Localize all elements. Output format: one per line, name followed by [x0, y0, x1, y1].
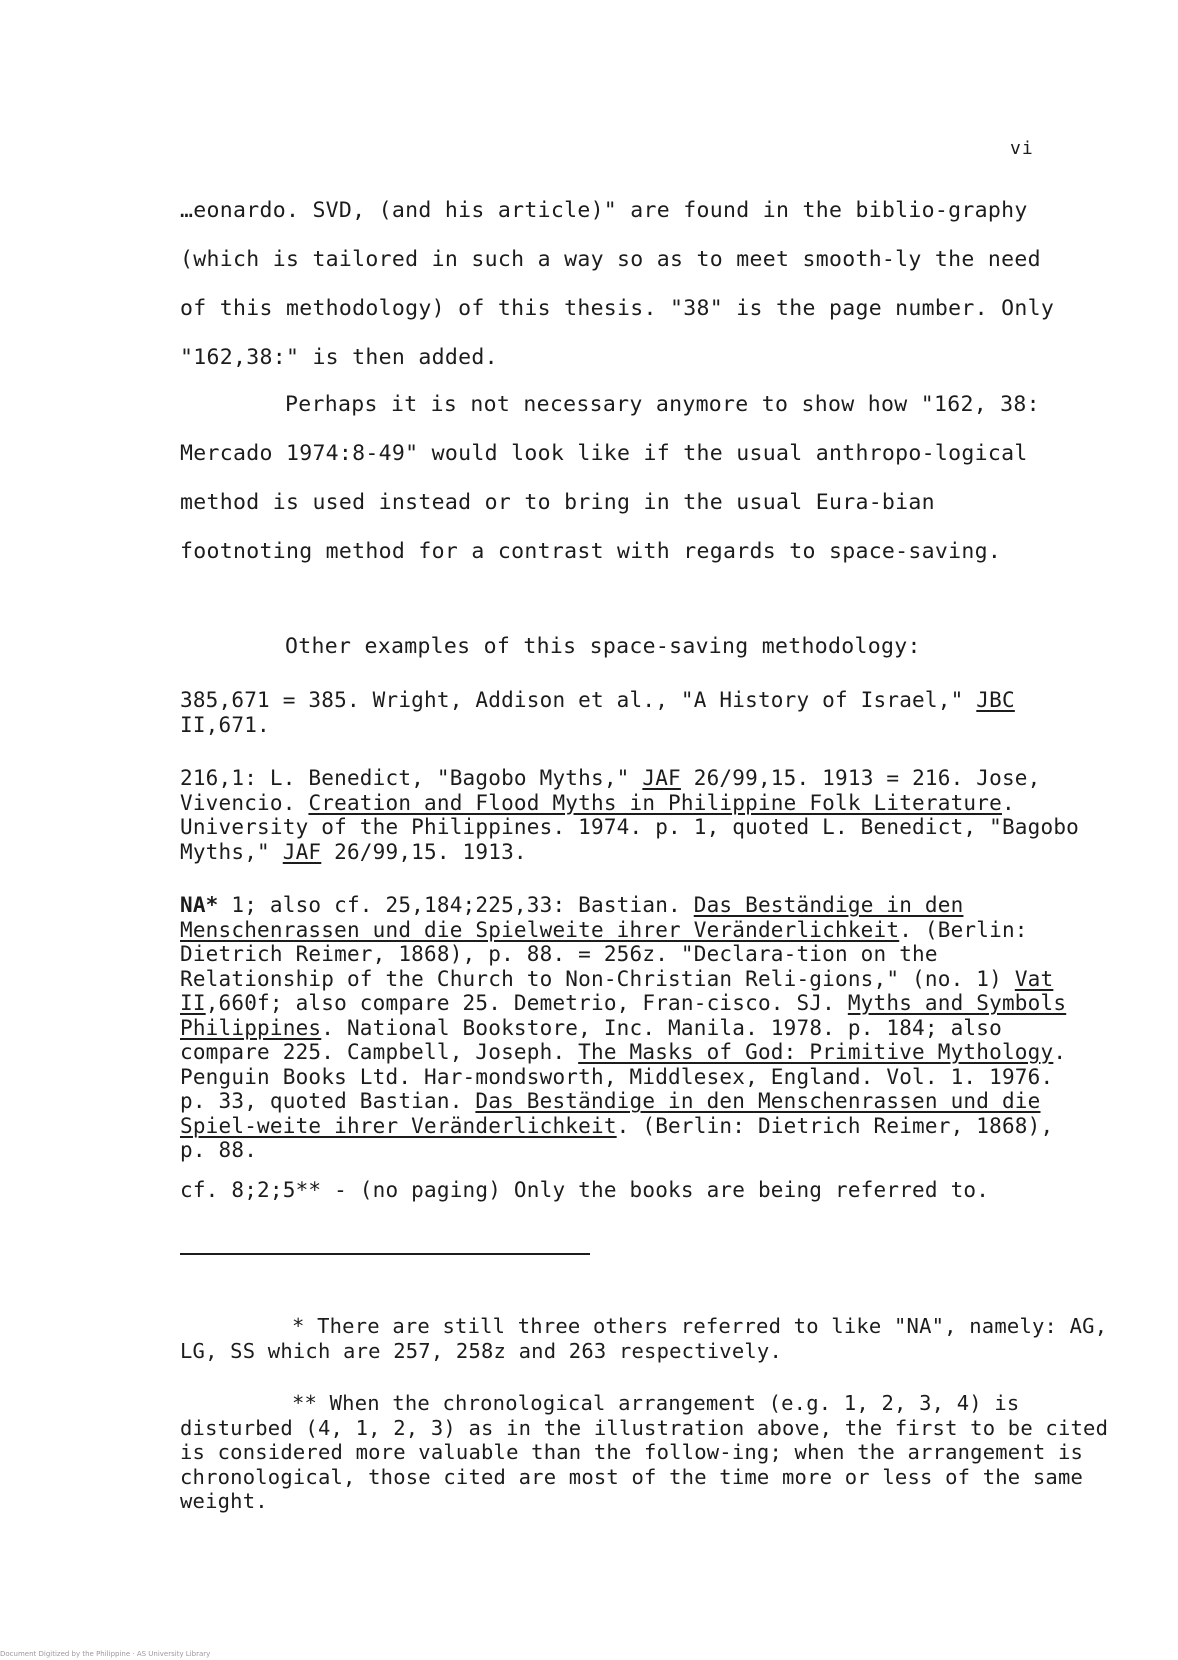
footnote-1: [180, 1314, 1140, 1363]
paragraph-examples-intro: [285, 622, 1065, 671]
underlined-title: Myths and Symbols Philippines: [180, 991, 1067, 1040]
entry-text: . (Berlin: Dietrich Reimer, 1868), p. 88. = 256z. "Declara-tion on the Relationship of the Church to Non-Christian Reli-gions," (no. 1): [180, 917, 1028, 991]
page-number: vi: [1010, 138, 1034, 159]
footnote-text: ** When the chronological arrangement (e.g. 1, 2, 3, 4) is disturbed (4, 1, 2, 3) as in the illustration above, the first to be cited is considered more valuable than the follow-ing; when the arrangement is chronological, those cited are most of the time more or less of the same weight.: [180, 1391, 1109, 1513]
cf-line: [180, 1177, 1140, 1203]
underlined-title: Vat II: [180, 966, 1054, 1015]
entry-text: 1; also cf. 25,184;225,33: Bastian.: [231, 893, 694, 917]
paragraph-text: Other examples of this space-saving methodology:: [285, 634, 921, 659]
entry-label: NA*: [180, 893, 232, 917]
entry-text: ,660f; also compare 25. Demetrio, Fran-cisco. SJ.: [205, 991, 848, 1015]
paragraph-text: Perhaps it is not necessary anymore to show how "162, 38: Mercado 1974:8-49" would look like if the usual anthropo-logical method is used instead or to bring in the usual Eura-bian footnoting method for a contrast with regards to space-saving.: [180, 392, 1040, 564]
underlined-title: JBC: [976, 688, 1015, 712]
footnote-2: [180, 1391, 1140, 1514]
entry-text: 26/99,15. 1913 = 216. Jose, Vivencio.: [180, 766, 1041, 815]
entry-text: . (Berlin: Dietrich Reimer, 1868), p. 88.: [180, 1113, 1054, 1162]
entry-text: II,671.: [180, 712, 270, 737]
underlined-title: The Masks of God: Primitive Mythology: [578, 1040, 1054, 1064]
entry-text: 26/99,15. 1913.: [321, 839, 527, 864]
footnote-text: * There are still three others referred to like "NA", namely: AG, LG, SS which are 257, 258z and 263 respectively.: [180, 1314, 1108, 1363]
entry-text: . Penguin Books Ltd. Har-mondsworth, Middlesex, England. Vol. 1. 1976. p. 33, quoted Bastian.: [180, 1040, 1067, 1113]
entry-text: 216,1: L. Benedict, "Bagobo Myths,": [180, 766, 643, 790]
example-entry-216: [180, 766, 1080, 864]
underlined-title: JAF: [642, 766, 681, 790]
underlined-title: Das Beständige in den Menschenrassen und die Spiel-weite ihrer Veränderlichkeit: [180, 1089, 1041, 1138]
cf-text: cf. 8;2;5** - (no paging) Only the books are being referred to.: [180, 1178, 990, 1202]
paragraph-text: …eonardo. SVD, (and his article)" are found in the biblio-graphy (which is tailored in such a way so as to meet smooth-ly the need of this methodology) of this thesis. "38" is the page number. Only "162,38:" is then added.: [180, 198, 1055, 370]
underlined-title: Das Beständige in den Menschenrassen und die Spielweite ihrer Veränderlichkeit: [180, 893, 964, 942]
entry-text: . University of the Philippines. 1974. p. 1, quoted L. Benedict, "Bagobo Myths,": [180, 790, 1080, 864]
scan-footer: Document Digitized by the Philippine · AS University Library: [0, 1650, 211, 1658]
example-entry-385: [180, 688, 1080, 737]
entry-text: . National Bookstore, Inc. Manila. 1978. p. 184; also compare 225. Campbell, Joseph.: [180, 1015, 1002, 1064]
footnote-divider: [180, 1253, 590, 1255]
paragraph-citation-explanation: [180, 186, 1080, 382]
underlined-title: JAF: [282, 839, 322, 864]
paragraph-method-contrast: [180, 380, 1080, 576]
underlined-title: Creation and Flood Myths in Philippine Folk Literature: [308, 790, 1002, 815]
example-entry-na: [180, 893, 1080, 1163]
entry-text: 385,671 = 385. Wright, Addison et al., "A History of Israel,": [180, 688, 977, 712]
